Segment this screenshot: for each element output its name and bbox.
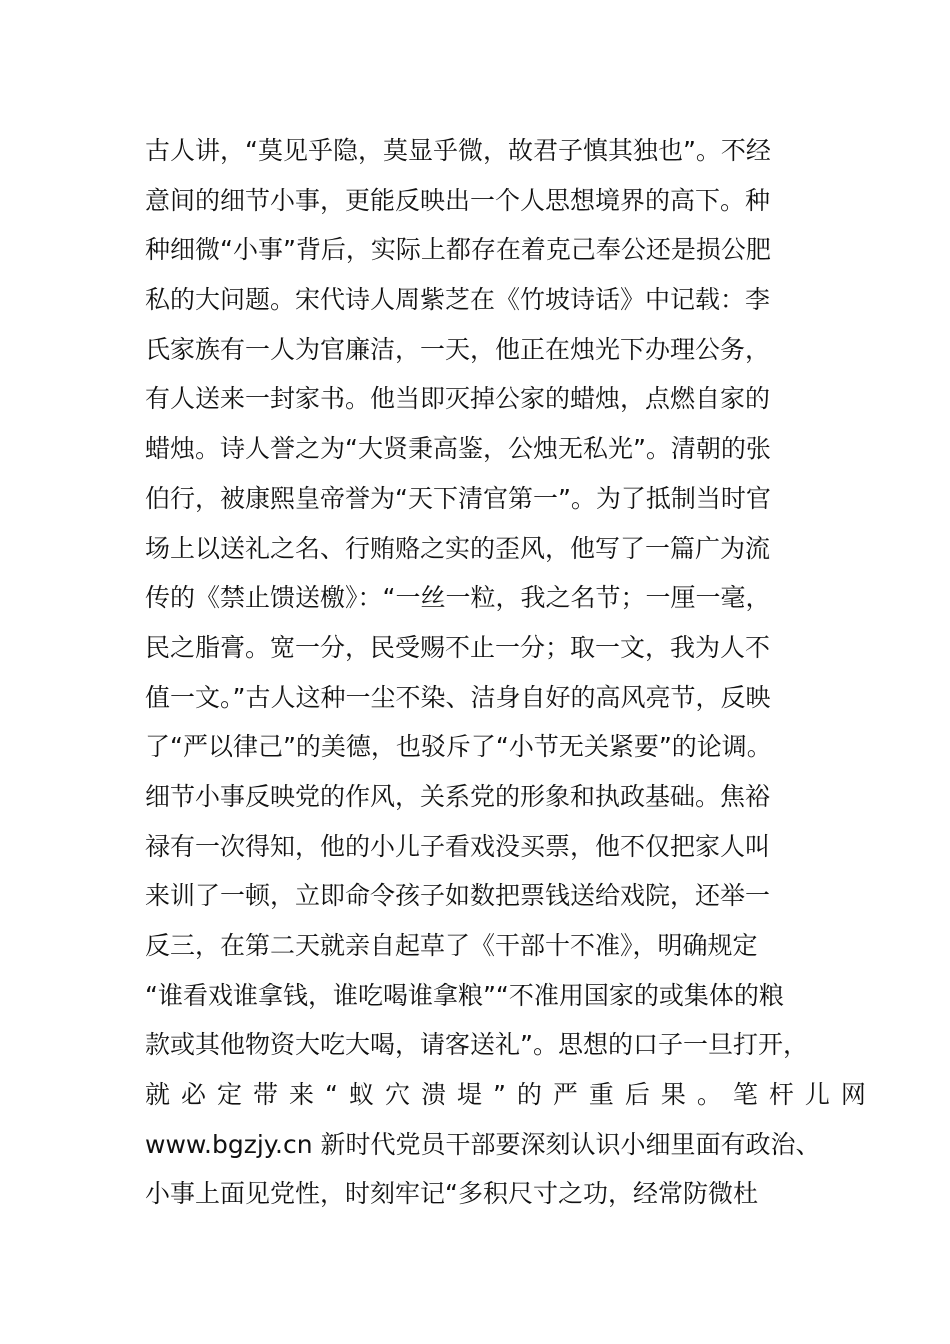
text-line: 小事上面见党性，时刻牢记“多积尺寸之功，经常防微杜 [145,1179,758,1209]
text-line: 款或其他物资大吃大喝，请客送礼”。思想的口子一旦打开， [145,1030,808,1060]
text-line: 来训了一顿，立即命令孩子如数把票钱送给戏院，还举一 [145,881,771,911]
text-line: 反三，在第二天就亲自起草了《干部十不准》，明确规定 [145,931,758,960]
text-line: 细节小事反映党的作风，关系党的形象和执政基础。焦裕 [145,781,771,811]
text-line: www.bgzjy.cn 新时代党员干部要深刻认识小细里面有政治、 [145,1129,821,1159]
text-line: 就必定带来“蚁穴溃堤”的严重后果。笔杆儿网 [145,1080,877,1110]
text-line: 种细微“小事”背后，实际上都存在着克己奉公还是损公肥 [145,235,771,265]
text-line: 私的大问题。宋代诗人周紫芝在《竹坡诗话》中记载：李 [145,285,771,315]
text-line: 意间的细节小事，更能反映出一个人思想境界的高下。种 [145,185,771,215]
text-line: 有人送来一封家书。他当即灭掉公家的蜡烛，点燃自家的 [145,384,771,414]
text-line: 值一文。”古人这种一尘不染、洁身自好的高风亮节，反映 [145,682,771,712]
body-paragraph [145,126,877,1219]
text-line: 了“严以律己”的美德，也驳斥了“小节无关紧要”的论调。 [145,732,772,762]
text-line: 伯行，被康熙皇帝誉为“天下清官第一”。为了抵制当时官 [145,483,771,513]
text-line: 场上以送礼之名、行贿赂之实的歪风，他写了一篇广为流 [145,533,771,563]
text-line: 传的《禁止馈送檄》：“一丝一粒，我之名节；一厘一毫， [145,583,771,613]
text-line: 蜡烛。诗人誉之为“大贤秉高鉴，公烛无私光”。清朝的张 [145,434,771,464]
text-line: 民之脂膏。宽一分，民受赐不止一分；取一文，我为人不 [145,632,771,662]
text-line: 古人讲，“莫见乎隐，莫显乎微，故君子慎其独也”。不经 [145,136,771,165]
text-line: “谁看戏谁拿钱，谁吃喝谁拿粮”“不准用国家的或集体的粮 [145,980,784,1010]
text-line: 氏家族有一人为官廉洁，一天，他正在烛光下办理公务， [145,334,771,364]
text-line: 禄有一次得知，他的小儿子看戏没买票，他不仅把家人叫 [145,831,771,861]
